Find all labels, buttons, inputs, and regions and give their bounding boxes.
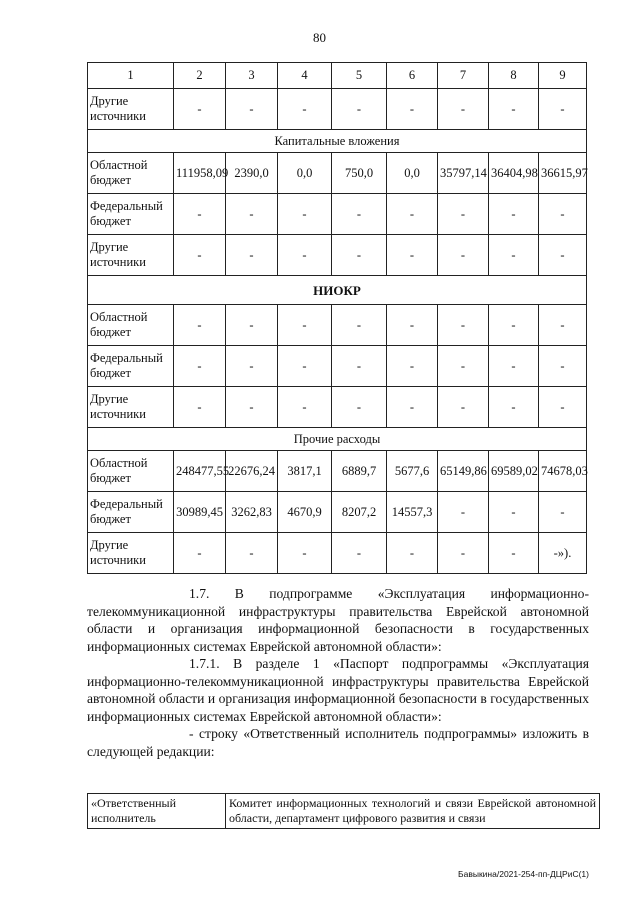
table-cell: -: [539, 194, 587, 235]
page-number: 80: [313, 30, 326, 45]
table-cell: -: [387, 89, 438, 130]
table-cell: 8207,2: [332, 492, 387, 533]
table-cell: -: [438, 194, 489, 235]
table-cell: 6889,7: [332, 451, 387, 492]
table-cell: -: [387, 305, 438, 346]
table-cell: 0,0: [278, 153, 332, 194]
table-cell: -: [489, 387, 539, 428]
responsible-executor-label: «Ответственный исполнитель: [88, 794, 226, 829]
table-cell: -: [226, 533, 278, 574]
table-cell: 3262,83: [226, 492, 278, 533]
row-label: Федеральный бюджет: [88, 346, 174, 387]
table-cell: -: [387, 533, 438, 574]
column-header: 4: [278, 63, 332, 89]
table-row: [88, 89, 587, 130]
section-row: [88, 130, 587, 153]
table-cell: -: [438, 387, 489, 428]
table-cell: 2390,0: [226, 153, 278, 194]
section-row: [88, 428, 587, 451]
table-cell: -: [226, 305, 278, 346]
row-label: Другие источники: [88, 89, 174, 130]
table-cell: -: [387, 387, 438, 428]
table-cell: -: [539, 305, 587, 346]
table-cell: 14557,3: [387, 492, 438, 533]
table-cell: -: [489, 492, 539, 533]
table-cell: -: [174, 387, 226, 428]
table-cell: -: [387, 194, 438, 235]
table-cell: 248477,55: [174, 451, 226, 492]
column-header: 7: [438, 63, 489, 89]
table-cell: -: [489, 533, 539, 574]
table-cell: -: [332, 89, 387, 130]
table-cell: 36404,98: [489, 153, 539, 194]
table-cell: -: [332, 387, 387, 428]
table-row: [88, 451, 587, 492]
column-header: 5: [332, 63, 387, 89]
section-title: НИОКР: [88, 276, 587, 305]
table-cell: 0,0: [387, 153, 438, 194]
table-cell: -: [539, 346, 587, 387]
table-cell: -: [174, 235, 226, 276]
table-cell: 22676,24: [226, 451, 278, 492]
section-title: Капитальные вложения: [88, 130, 587, 153]
table-cell: -: [489, 89, 539, 130]
table-row: [88, 533, 587, 574]
table-cell: -: [174, 89, 226, 130]
budget-table: [87, 62, 587, 574]
table-cell: -: [438, 533, 489, 574]
row-label: Областной бюджет: [88, 451, 174, 492]
row-label: Другие источники: [88, 235, 174, 276]
table-cell: -: [387, 235, 438, 276]
table-row: [88, 492, 587, 533]
row-label: Другие источники: [88, 533, 174, 574]
column-header: 6: [387, 63, 438, 89]
table-cell: -: [174, 533, 226, 574]
table-cell: 750,0: [332, 153, 387, 194]
table-cell: -: [332, 194, 387, 235]
table-cell: -: [539, 89, 587, 130]
table-row: [88, 153, 587, 194]
table-cell: -: [438, 492, 489, 533]
table-cell: 3817,1: [278, 451, 332, 492]
table-cell: -: [438, 235, 489, 276]
table-cell: -: [226, 194, 278, 235]
table-cell: -: [438, 305, 489, 346]
table-cell: -: [278, 235, 332, 276]
responsible-executor-value: Комитет информационных технологий и связи Еврейской автономной области, департамент цифрового развития и связи: [226, 794, 600, 829]
table-cell: -: [489, 235, 539, 276]
table-row: [88, 346, 587, 387]
paragraph-1-7-1: 1.7.1. В разделе 1 «Паспорт подпрограммы «Эксплуатация информационно-телекоммуникационной инфраструктуры правительства Еврейской автономной области и организация информационной безопасности в государственных информационных системах Еврейской автономной области»:: [87, 656, 589, 724]
row-label: Федеральный бюджет: [88, 492, 174, 533]
table-cell: -: [174, 194, 226, 235]
table-cell: -: [226, 387, 278, 428]
table-cell: 65149,86: [438, 451, 489, 492]
column-header: 9: [539, 63, 587, 89]
table-cell: 5677,6: [387, 451, 438, 492]
table-cell: -»).: [539, 533, 587, 574]
table-cell: -: [332, 346, 387, 387]
table-cell: -: [539, 235, 587, 276]
table-cell: -: [438, 89, 489, 130]
table-cell: 4670,9: [278, 492, 332, 533]
row-label: Областной бюджет: [88, 305, 174, 346]
row-label: Федеральный бюджет: [88, 194, 174, 235]
table-cell: -: [174, 346, 226, 387]
table-cell: 74678,03: [539, 451, 587, 492]
table-cell: -: [489, 194, 539, 235]
table-header-row: [88, 63, 587, 89]
table-cell: -: [387, 346, 438, 387]
paragraph-line-instruction: - строку «Ответственный исполнитель подпрограммы» изложить в следующей редакции:: [87, 726, 589, 759]
table-cell: -: [539, 492, 587, 533]
table-row: [88, 235, 587, 276]
column-header: 2: [174, 63, 226, 89]
column-header: 3: [226, 63, 278, 89]
table-cell: -: [332, 533, 387, 574]
table-cell: 111958,09: [174, 153, 226, 194]
table-cell: 30989,45: [174, 492, 226, 533]
document-footer: Бавыкина/2021-254-пп-ДЦРиС(1): [458, 869, 589, 879]
table-cell: -: [539, 387, 587, 428]
table-cell: -: [278, 387, 332, 428]
table-cell: 69589,02: [489, 451, 539, 492]
table-cell: -: [438, 346, 489, 387]
section-row: [88, 276, 587, 305]
table-cell: -: [174, 305, 226, 346]
table-cell: -: [278, 346, 332, 387]
table-row: [88, 194, 587, 235]
table-cell: -: [226, 235, 278, 276]
table-cell: -: [226, 346, 278, 387]
amendment-text: [87, 585, 589, 760]
section-title: Прочие расходы: [88, 428, 587, 451]
table-cell: 36615,97: [539, 153, 587, 194]
table-cell: -: [332, 305, 387, 346]
column-header: 8: [489, 63, 539, 89]
table-cell: -: [278, 194, 332, 235]
table-cell: -: [278, 89, 332, 130]
column-header: 1: [88, 63, 174, 89]
table-row: [88, 305, 587, 346]
table-cell: -: [489, 305, 539, 346]
paragraph-1-7: 1.7. В подпрограмме «Эксплуатация информационно-телекоммуникационной инфраструктуры правительства Еврейской автономной области и организация информационной безопасности в государственных информационных системах Еврейской автономной области»:: [87, 586, 589, 654]
table-cell: -: [226, 89, 278, 130]
row-label: Другие источники: [88, 387, 174, 428]
table-cell: -: [489, 346, 539, 387]
responsible-executor-table: [87, 793, 600, 829]
table-cell: -: [332, 235, 387, 276]
row-label: Областной бюджет: [88, 153, 174, 194]
table-cell: -: [278, 305, 332, 346]
table-cell: 35797,14: [438, 153, 489, 194]
table-cell: -: [278, 533, 332, 574]
table-row: [88, 387, 587, 428]
